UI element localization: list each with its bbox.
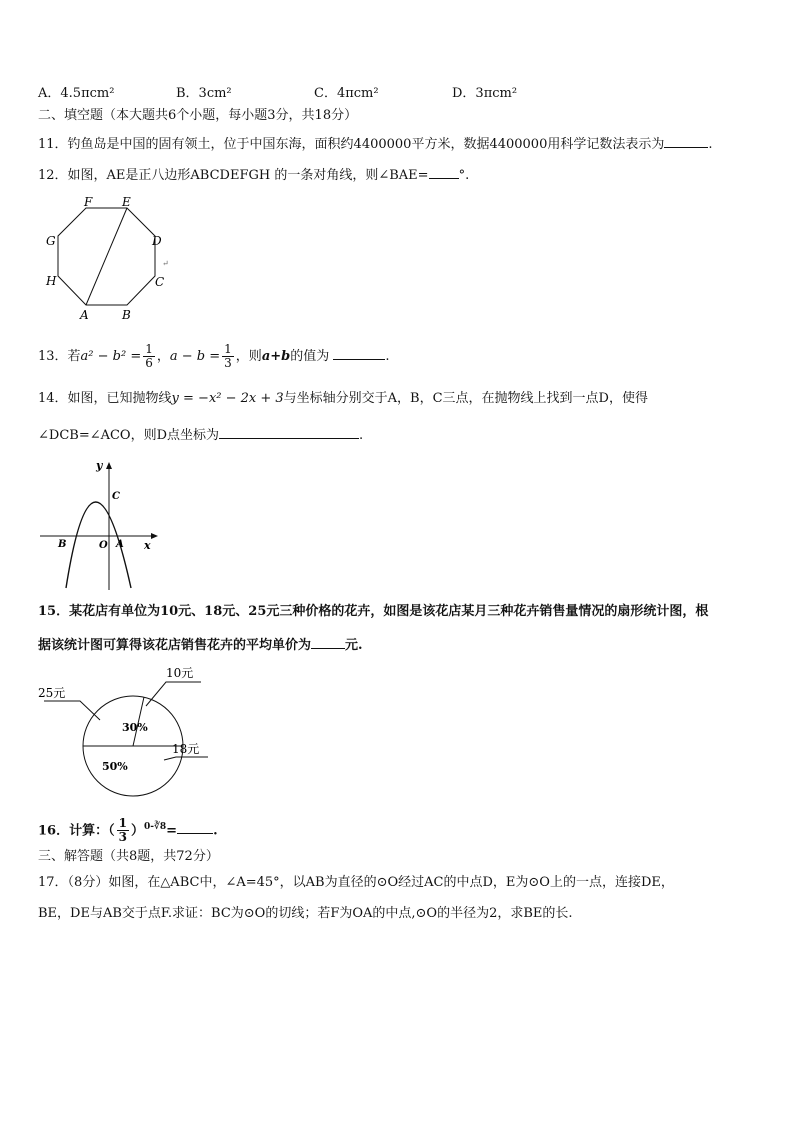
fraction-1-6 [143, 343, 155, 370]
label-g: G [46, 234, 56, 248]
answer-blank [664, 135, 708, 148]
label-a: A [80, 308, 89, 322]
question-17-line-1: 17．（8分）如图，在△ABC中，∠A=45°，以AB为直径的⊙O经过AC的中点D，E为⊙O上的一点，连接DE， [38, 875, 674, 890]
answer-blank [429, 166, 459, 179]
percent-50: 50% [102, 760, 128, 773]
x-axis-arrow-icon [151, 533, 158, 539]
label-h: H [46, 274, 57, 288]
numerator: 1 [145, 342, 153, 356]
option-d: D．3πcm² [452, 86, 518, 101]
denominator: 3 [224, 356, 232, 370]
question-15-unit: 元. [345, 638, 363, 653]
exponent-and-root: 0-∛8 [143, 822, 167, 832]
question-14-line-1 [38, 390, 648, 408]
label-f: F [84, 196, 93, 209]
question-13: 13．若a² − b² = $\frac{1}{6}$ ，a − b = $\frac{1}{3}$ ，则a+b的值为 . [38, 342, 390, 370]
question-11: 11．钓鱼岛是中国的固有领土，位于中国东海，面积约4400000平方米，数据4400000用科学记数法表示为 . [38, 137, 713, 152]
question-14-text: 与坐标轴分别交于A，B，C三点，在抛物线上找到一点D，使得 [283, 391, 648, 406]
label-e: E [122, 196, 131, 209]
answer-blank [311, 636, 345, 649]
label-d: D [152, 234, 162, 248]
diagonal-ae [86, 208, 127, 305]
fraction-1-3 [222, 343, 234, 370]
label-25-yuan: 25元 [38, 686, 66, 700]
question-16-prefix: 16．计算：（ [38, 823, 115, 839]
answer-blank [177, 821, 213, 834]
question-12-text: 12．如图，AE是正八边形ABCDEFGH 的一条对角线，则∠BAE= [38, 168, 429, 183]
label-c: C [155, 275, 165, 289]
pie-chart-figure [36, 660, 211, 800]
label-18-yuan: 18元 [172, 742, 200, 756]
percent-30: 30% [122, 721, 148, 734]
label-10-yuan: 10元 [166, 666, 194, 680]
equation-2: a − b = [169, 349, 221, 364]
answer-blank [333, 347, 385, 360]
fraction-1-3 [117, 817, 129, 844]
option-b: B．3cm² [176, 86, 232, 101]
question-13-ask: 的值为 [290, 349, 330, 364]
question-12 [38, 166, 469, 185]
label-y: y [96, 459, 103, 472]
question-15-line-2 [38, 636, 363, 655]
numerator: 1 [118, 816, 127, 831]
question-14-condition: ∠DCB=∠ACO，则D点坐标为 [38, 428, 220, 443]
answer-blank [219, 426, 359, 439]
expression-a-plus-b: a+b [261, 349, 291, 364]
section-heading-solutions: 三、解答题（共8题，共72分） [38, 849, 219, 864]
separator: ， [156, 349, 170, 364]
numerator: 1 [224, 342, 232, 356]
option-c: C．4πcm² [314, 86, 379, 101]
equals-sign: = [166, 823, 178, 839]
parabola-figure [36, 456, 166, 592]
question-16: 16．计算：（ $\frac{1}{3}$ ）$^{0-∛8}$= . [38, 816, 218, 845]
parabola-formula: y = −x² − 2x + 3 [171, 391, 284, 406]
leader-line-10 [146, 682, 201, 706]
question-15-text: 据该统计图可算得该花店销售花卉的平均单价为 [38, 638, 312, 653]
question-14-line-2: ∠DCB=∠ACO，则D点坐标为 . [38, 428, 364, 443]
leader-line-18 [164, 757, 208, 760]
label-c: C [112, 491, 120, 502]
label-b: B [58, 539, 67, 550]
question-15-line-1: 15．某花店有单位为10元、18元、25元三种价格的花卉，如图是该花店某月三种花卉销售量情况的扇形统计图，根 [38, 604, 709, 619]
option-a: A．4.5πcm² [38, 86, 115, 101]
y-axis-arrow-icon [106, 462, 112, 469]
return-mark-icon: ↵ [162, 259, 169, 268]
question-13-prefix: 13．若 [38, 349, 81, 364]
question-17-line-2: BE，DE与AB交于点F.求证：BC为⊙O的切线；若F为OA的中点,⊙O的半径为2，求BE的长. [38, 906, 573, 921]
question-12-unit: °. [458, 168, 470, 183]
octagon-figure [42, 196, 177, 322]
label-x: x [144, 539, 151, 552]
question-13-then: ，则 [235, 349, 262, 364]
section-heading-fill-in: 二、填空题（本大题共6个小题，每小题3分，共18分） [38, 108, 358, 123]
label-o: O [99, 540, 108, 551]
label-b: B [122, 308, 131, 322]
paren-close: ） [130, 823, 144, 839]
question-14-prefix: 14．如图，已知抛物线 [38, 391, 172, 406]
denominator: 3 [118, 830, 127, 845]
denominator: 6 [145, 356, 153, 370]
equation-1: a² − b² = [80, 349, 142, 364]
question-11-text: 11．钓鱼岛是中国的固有领土，位于中国东海，面积约4400000平方米，数据4400000用科学记数法表示为 [38, 137, 665, 152]
label-a: A [116, 539, 124, 550]
